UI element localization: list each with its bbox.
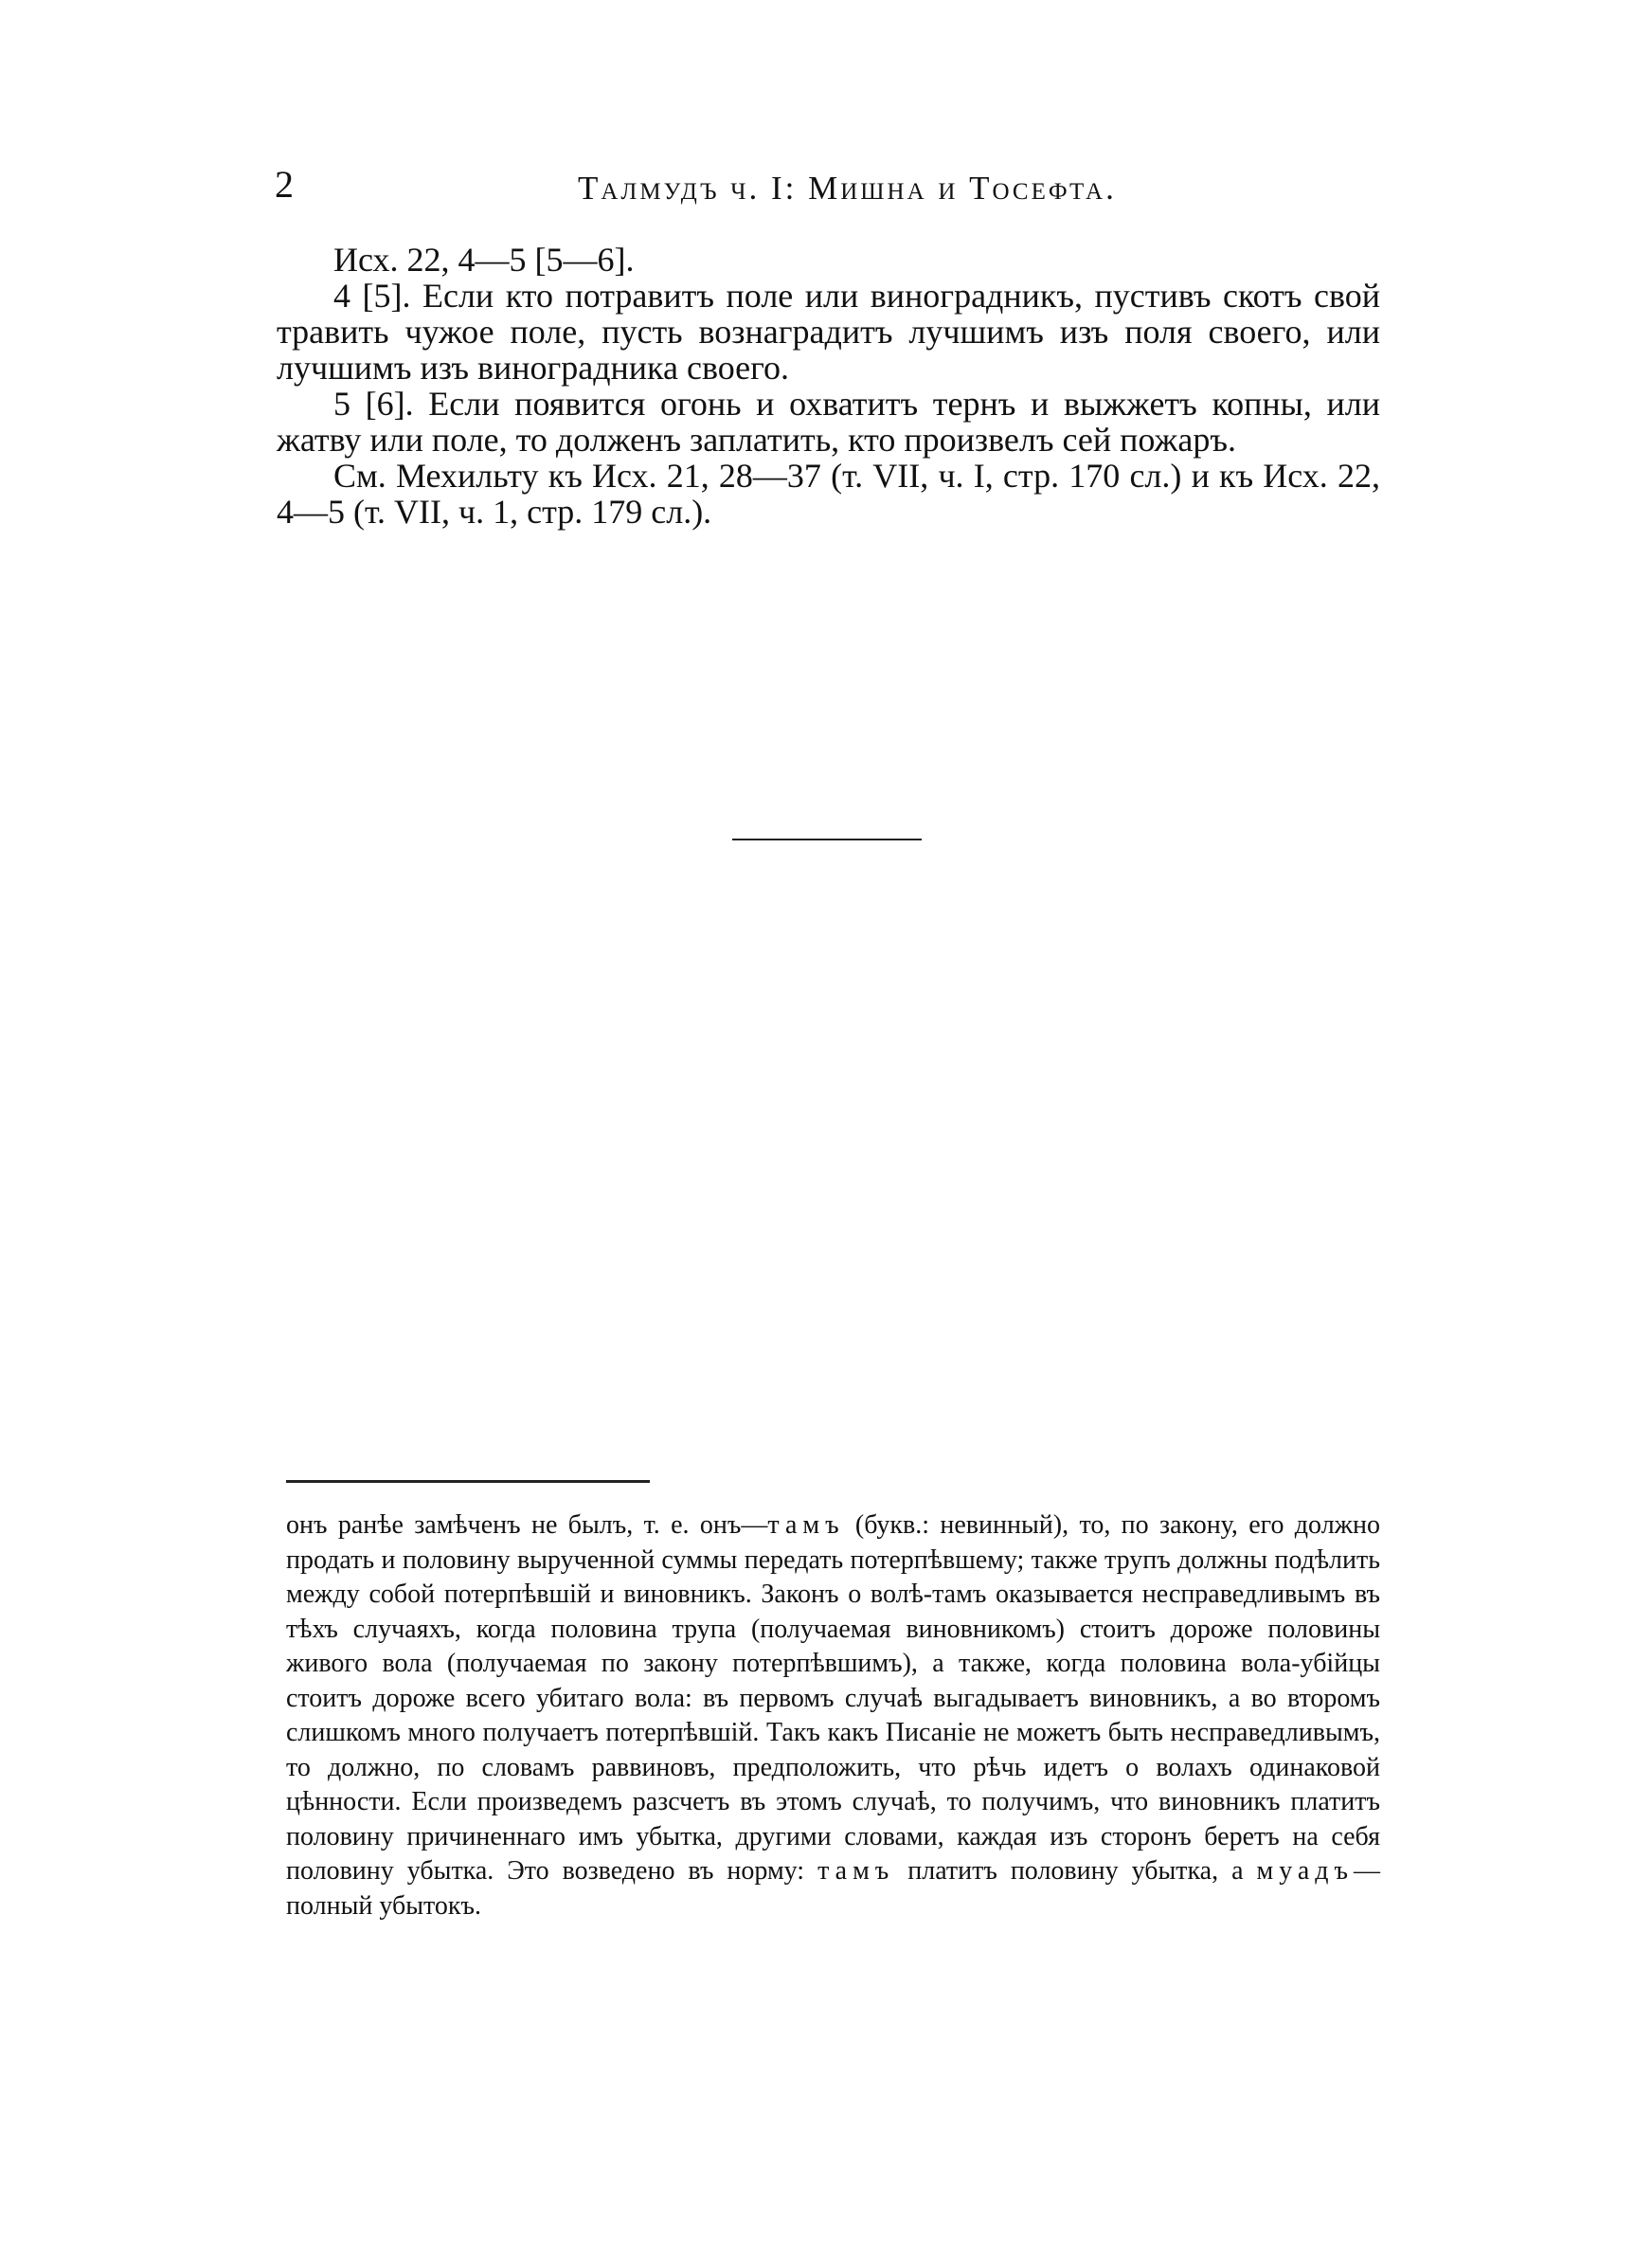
- page-number: 2: [275, 163, 294, 206]
- footnote-term-tam: тамъ: [767, 1510, 845, 1540]
- main-text: [277, 242, 1380, 530]
- running-title: Талмудъ ч. I: Мишна и Тосефта.: [578, 170, 1117, 207]
- scripture-reference: Исх. 22, 4—5 [5—6].: [333, 241, 635, 279]
- section-divider: [732, 839, 922, 840]
- footnote-text: —полный убытокъ.: [286, 1856, 1381, 1921]
- footnote: [286, 1508, 1380, 1923]
- footnote-text: онъ ранѣе замѣченъ не былъ, т. е. онъ—: [286, 1510, 768, 1540]
- footnote-text: (букв.: невинный), то, по закону, его должно продать и половину вырученной суммы передать потерпѣвшему; также трупъ должны подѣлить между собой потерпѣвшій и виновникъ. Законъ о волѣ-тамъ оказывается несправедливымъ въ тѣхъ случаяхъ, когда половина трупа (получаемая виновникомъ) стоитъ дороже половины живого вола (получаемая по закону потерпѣвшимъ), а также, когда половина вола-убійцы стоитъ дороже всего убитаго вола: въ первомъ случаѣ выгадываетъ виновникъ, а во второмъ слишкомъ много получаетъ потерпѣвшій. Такъ какъ Писаніе не можетъ быть несправедливымъ, то должно, по словамъ раввиновъ, предположить, что рѣчь идетъ о волахъ одинаковой цѣнности. Если произведемъ разсчетъ въ этомъ случаѣ, то получимъ, что виновникъ платитъ половину причиненнаго имъ убытка, другими словами, каждая изъ сторонъ беретъ на себя половину убытка. Это возведено въ норму:: [286, 1510, 1380, 1886]
- verse-paragraph: 4 [5]. Если кто потравитъ поле или виноградникъ, пустивъ скотъ свой травить чужое поле, пусть вознаградитъ лучшимъ изъ поля своего, или лучшимъ изъ виноградника своего.: [277, 277, 1380, 387]
- footnote-text: платитъ половину убытка, а: [894, 1856, 1257, 1886]
- footnote-term-tam: тамъ: [817, 1856, 895, 1886]
- footnote-term-muad: муадъ: [1256, 1856, 1355, 1886]
- footnote-rule: [286, 1480, 650, 1483]
- page-header: [275, 161, 1383, 218]
- cross-reference-paragraph: См. Мехильту къ Исх. 21, 28—37 (т. VII, ч. I, стр. 170 сл.) и къ Исх. 22, 4—5 (т. VII, ч. 1, стр. 179 сл.).: [277, 457, 1380, 531]
- verse-paragraph: 5 [6]. Если появится огонь и охватитъ тернъ и выжжетъ копны, или жатву или поле, то долженъ заплатить, кто произвелъ сей пожаръ.: [277, 385, 1380, 459]
